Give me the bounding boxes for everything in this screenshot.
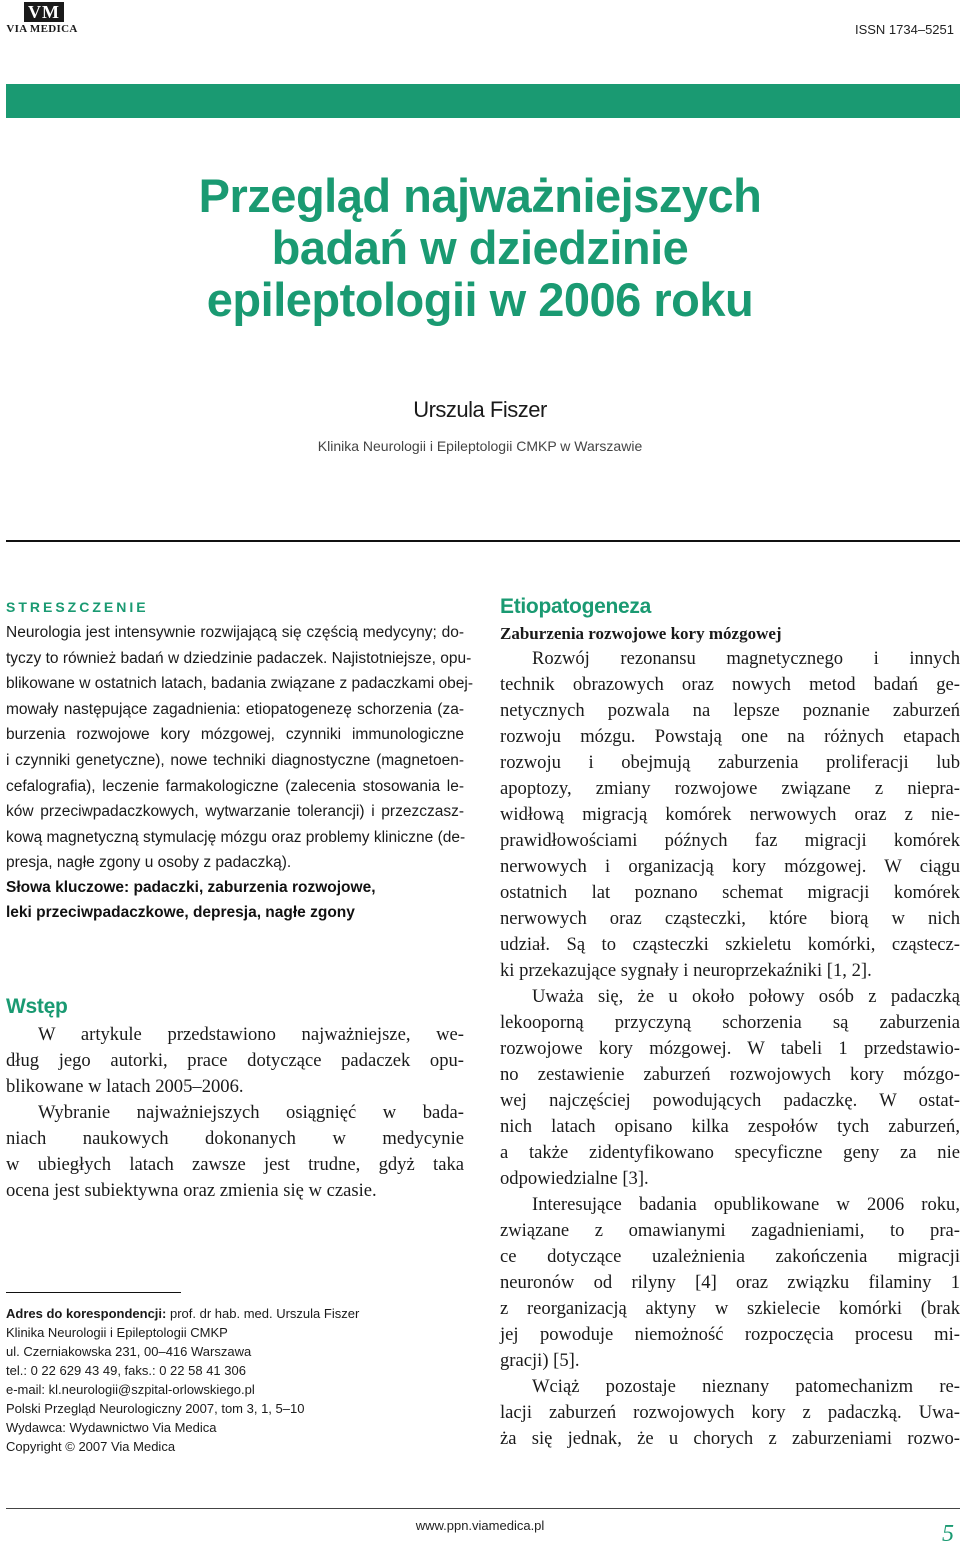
journal-url[interactable]: www.ppn.viamedica.pl	[415, 1518, 545, 1533]
etiology-line: technik obrazowych oraz nowych metod badań ge-	[500, 674, 960, 695]
footnote-rule	[6, 1292, 181, 1293]
etiology-line: z reorganizacją aktyny w szkielecie komórki (brak	[500, 1298, 960, 1319]
keywords	[6, 875, 464, 925]
author-affiliation: Klinika Neurologii i Epileptologii CMKP w Warszawie	[317, 438, 643, 454]
intro-line: niach naukowych dokonanych w medycynie	[6, 1128, 464, 1149]
etiology-line: wej najczęściej powodujących padaczkę. W ostat-	[500, 1090, 960, 1111]
correspondence-email[interactable]: e-mail: kl.neurologii@szpital-orlowskiego.pl	[6, 1382, 255, 1397]
intro-line: W artykule przedstawiono najważniejsze, we-	[38, 1024, 464, 1045]
etiology-line: nerwowych i organizacją kory mózgowej. W ciągu	[500, 856, 960, 877]
abstract-line: mowały następujące zagadnienia: etiopatogenezę schorzenia (za-	[6, 700, 464, 718]
etiology-line: nich latach opisano kilka zespołów tych zaburzeń,	[500, 1116, 960, 1137]
etiology-line: Rozwój rezonansu magnetycznego i innych	[532, 648, 960, 669]
correspondence-line: Polski Przegląd Neurologiczny 2007, tom 3, 1, 5–10	[6, 1401, 305, 1416]
intro-text	[6, 1022, 464, 1204]
etiology-line: nerwowych oraz cząsteczki, które biorą w nich	[500, 908, 960, 929]
author-name: Urszula Fiszer	[413, 397, 547, 422]
abstract-line: Neurologia jest intensywnie rozwijającą się częścią medycyny; do-	[6, 624, 464, 641]
etiology-line: gracji) [5].	[500, 1350, 580, 1371]
title-line: epileptologii w 2006 roku	[206, 273, 754, 326]
intro-line: blikowane w latach 2005–2006.	[6, 1076, 244, 1097]
correspondence-name: prof. dr hab. med. Urszula Fiszer	[166, 1306, 360, 1321]
abstract-line: kową magnetyczną stymulację mózgu oraz problemy kliniczne (de-	[6, 828, 466, 846]
etiology-line: lekooporną przyczyną schorzenia są zaburzenia	[500, 1012, 960, 1033]
correspondence-block	[6, 1304, 466, 1456]
etiology-line: Uważa się, że u około połowy osób z padaczką	[532, 986, 960, 1007]
abstract-line: presja, nagłe zgony u osoby z padaczką).	[6, 854, 292, 872]
intro-line: Wybranie najważniejszych osiągnięć w bada-	[38, 1102, 464, 1123]
etiology-line: ce dotyczące uzależnienia zakończenia migracji	[500, 1246, 960, 1267]
etiology-line: odpowiedzialne [3].	[500, 1168, 649, 1189]
abstract-line: burzenia rozwojowe kory mózgowej, czynniki immunologiczne	[6, 726, 464, 744]
correspondence-line: Klinika Neurologii i Epileptologii CMKP	[6, 1325, 228, 1340]
abstract-line: blikowane w ostatnich latach, badania związane z padaczkami obej-	[6, 675, 473, 693]
etiology-line: rozwoju mózgu. Powstają one na różnych etapach	[500, 726, 960, 747]
etiology-line: prawidłowościami późnych faz migracji komórek	[500, 830, 960, 851]
correspondence-line: Wydawca: Wydawnictwo Via Medica	[6, 1420, 217, 1435]
correspondence-label: Adres do korespondencji:	[6, 1306, 167, 1321]
etiology-line: ża się jednak, że u chorych z zaburzeniami rozwo-	[500, 1428, 960, 1449]
logo-mark: VM	[24, 2, 64, 22]
keywords-line: leki przeciwpadaczkowe, depresja, nagłe zgony	[6, 904, 355, 921]
etiology-line: apoptozy, zmiany rozwojowe związane z niepra-	[500, 778, 960, 799]
issn: ISSN 1734–5251	[854, 22, 954, 37]
intro-line: ocena jest subiektywna oraz zmienia się w czasie.	[6, 1180, 377, 1201]
intro-line: w ubiegłych latach zawsze jest trudne, gdyż taka	[6, 1154, 464, 1175]
via-medica-logo	[6, 2, 78, 36]
etiology-subheading: Zaburzenia rozwojowe kory mózgowej	[500, 624, 782, 643]
etiology-heading: Etiopatogeneza	[500, 595, 651, 618]
intro-line: dług jego autorki, prace dotyczące padaczek opu-	[6, 1050, 464, 1071]
etiology-line: Wciąż pozostaje nieznany patomechanizm re-	[532, 1376, 960, 1397]
footer-rule	[6, 1508, 960, 1509]
etiology-line: lacji zaburzeń rozwojowych kory z padaczką. Uwa-	[500, 1402, 960, 1423]
title-line: badań w dziedzinie	[271, 221, 689, 274]
title-line: Przegląd najważniejszych	[198, 169, 762, 222]
abstract-text	[6, 620, 473, 876]
etiology-line: netycznych pozwala na lepsze poznanie zaburzeń	[500, 700, 960, 721]
abstract-line: ków przeciwpadaczkowych, wytwarzanie tolerancji) i przezczasz-	[6, 803, 464, 821]
article-title	[0, 170, 960, 326]
header-band	[6, 84, 960, 118]
etiology-line: rozwoju i obejmują zaburzenia proliferacji lub	[500, 752, 960, 773]
etiology-line: ki przekazujące sygnały i neuroprzekaźniki [1, 2].	[500, 960, 872, 981]
logo-text: VIA MEDICA	[6, 23, 78, 35]
etiology-line: jej powoduje niemożność rozpoczęcia procesu mi-	[500, 1324, 960, 1345]
etiology-line: ostatnich lat poznano schemat migracji komórek	[500, 882, 960, 903]
etiology-line: no zestawienie zaburzeń rozwojowych kory mózgo-	[500, 1064, 960, 1085]
correspondence-line: tel.: 0 22 629 43 49, faks.: 0 22 58 41 306	[6, 1363, 246, 1378]
etiology-line: rozwojowe kory mózgowej. W tabeli 1 przedstawio-	[500, 1038, 960, 1059]
etiology-line: Interesujące badania opublikowane w 2006 roku,	[532, 1194, 960, 1215]
section-divider	[6, 540, 960, 542]
abstract-heading: STRESZCZENIE	[6, 599, 149, 615]
abstract-line: tyczy to również badań w dziedzinie padaczek. Najistotniejsze, opu-	[6, 649, 472, 667]
right-column	[500, 594, 960, 1452]
etiology-line: widłową migracją komórek nerwowych oraz z nie-	[500, 804, 960, 825]
page-number: 5	[942, 1521, 954, 1547]
etiology-line: neuronów od rilyny [4] oraz związku filaminy 1	[500, 1272, 960, 1293]
intro-heading: Wstęp	[6, 995, 68, 1018]
abstract-line: cefalografia), leczenie farmakologiczne (zalecenia stosowania le-	[6, 777, 464, 795]
etiology-line: a także zidentyfikowano specyficzne geny za nie	[500, 1142, 960, 1163]
etiology-text	[500, 646, 960, 1452]
keywords-line: Słowa kluczowe: padaczki, zaburzenia rozwojowe,	[6, 879, 376, 896]
correspondence-line: ul. Czerniakowska 231, 00–416 Warszawa	[6, 1344, 252, 1359]
correspondence-line: Copyright © 2007 Via Medica	[6, 1439, 176, 1454]
abstract-line: i czynniki genetyczne), nowe techniki diagnostyczne (magnetoen-	[6, 751, 464, 769]
correspondence-first-line	[6, 1304, 466, 1323]
etiology-line: związane z omawianymi zagadnieniami, to pra-	[500, 1220, 960, 1241]
etiology-line: udział. Są to cząsteczki szkieletu komórki, cząstecz-	[500, 934, 960, 955]
